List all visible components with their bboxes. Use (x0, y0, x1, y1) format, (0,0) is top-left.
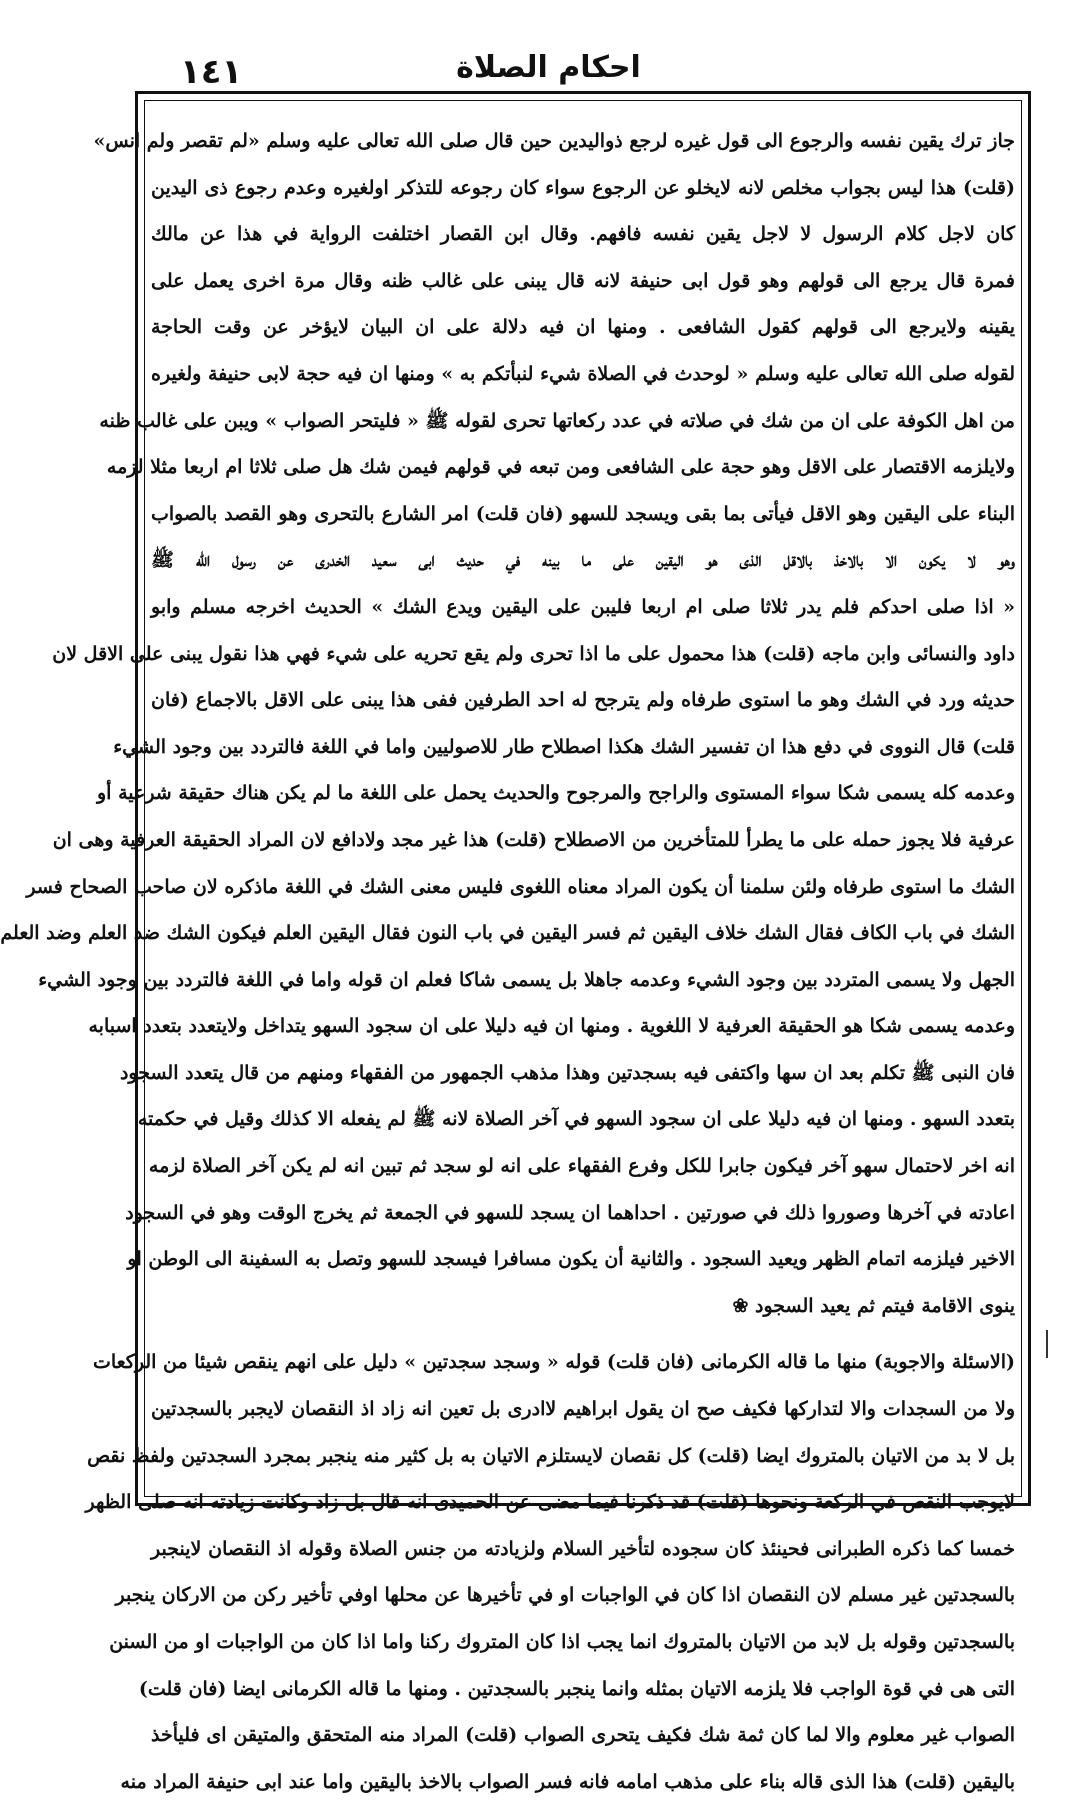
page-number: ١٤١ (180, 52, 243, 92)
text-line: فان النبى ﷺ تكلم بعد ان سها واكتفى فيه بسجدتين وهذا مذهب الجمهور من الفقهاء ومنهم من قال يتعدد السجود (119, 1061, 1015, 1084)
text-line: انه اخر لاحتمال سهو آخر فيكون جابرا للكل وفرع الفقهاء على انه لو سجد ثم تبين انه لم يكن آخر الصلاة لزمه (148, 1155, 1015, 1178)
text-line: الاخير فيلزمه اتمام الظهر ويعيد السجود . والثانية أن يكون مسافرا فيسجد للسهو وتصل به السفينة الى الوطن او (127, 1248, 1015, 1271)
text-line: ولا من السجدات والا لتداركها فكيف صح ان يقول ابراهيم لاادرى بل تعين انه زاد اذ النقصان لايجبر بالسجدتين (151, 1398, 1015, 1421)
text-line: وهو لا يكون الا بالاخذ بالاقل الذى هو اليقين على ما بينه في حديث ابى سعيد الخدرى عن رسول الله ﷺ (151, 549, 1015, 572)
paragraph-gap (151, 1329, 1015, 1339)
text-line: وعدمه يسمى شكا هو الحقيقة العرفية لا اللغوية . ومنها ان فيه دليلا على ان سجود السهو يتداخل ولايتعدد بتعدد اسبابه (88, 1015, 1015, 1038)
text-line: وعدمه كله يسمى شكا سواء المستوى والراجح والمرجوح والحديث يحمل على اللغة ما لم يكن هناك حقيقة شرعية أو (97, 782, 1015, 805)
text-line: الصواب غير معلوم والا لما كان ثمة شك فكيف يتحرى الصواب (قلت) المراد منه المتحقق والمتيقن اى فليأخذ (151, 1724, 1016, 1747)
text-line: يقينه ولايرجع الى قولهم كقول الشافعى . ومنها ان فيه دلالة على ان البيان لايؤخر عن وقت الحاجة (151, 316, 1015, 339)
text-line: ولايلزمه الاقتصار على الاقل وهو حجة على الشافعى ومن تبعه في قولهم فيمن شك هل صلى ثلاثا ام اربعا مثلا لزمه (106, 456, 1015, 479)
text-line: داود والنسائى وابن ماجه (قلت) هذا محمول على ما اذا تحرى ولم يقع تحريه على شيء فهي هذا نقول يبنى على الاقل لان (52, 642, 1015, 665)
text-line: الجهل ولا يسمى المتردد بين وجود الشيء وعدمه جاهلا بل يسمى شاكا فعلم ان قوله واما في اللغة فالتردد بين وجود الشيء (38, 968, 1015, 991)
text-line: الشك ما استوى طرفاه ولئن سلمنا أن يكون المراد معناه اللغوى فليس معنى الشك في اللغة ماذكره لان صاحب الصحاح فسر (26, 875, 1015, 898)
text-line: بل لا بد من الاتيان بالمتروك ايضا (قلت) كل نقصان لايستلزم الاتيان به بل كثير منه ينجبر بمجرد السجدتين ولفظ نقص (87, 1444, 1015, 1467)
text-line: فمرة قال يرجع الى قولهم وهو قول ابى حنيفة لانه قال يبنى على غالب ظنه وقال مرة اخرى يعمل على (151, 269, 1015, 292)
text-line: باليقين (قلت) هذا الذى قاله بناء على مذهب امامه فانه فسر الصواب بالاخذ باليقين واما عند ابى حنيفة المراد منه (120, 1770, 1015, 1793)
text-line: بتعدد السهو . ومنها ان فيه دليلا على ان سجود السهو في آخر الصلاة لانه ﷺ لم يفعله الا كذلك وقيل في حكمته (137, 1108, 1015, 1131)
text-line: حديثه ورد في الشك وهو ما استوى طرفاه ولم يترجح له احد الطرفين ففى هذا يبنى على الاقل بالاجماع (فان (151, 689, 1015, 712)
text-line: (الاسئلة والاجوبة) منها ما قاله الكرمانى (فان قلت) قوله « وسجد سجدتين » دليل على انهم ينقص شيئا من الركعات (92, 1351, 1015, 1374)
text-line: خمسا كما ذكره الطبرانى فحينئذ كان سجوده لتأخير السلام ولزيادته من جنس الصلاة وقوله اذ النقصان لاينجبر (151, 1537, 1015, 1560)
text-line: الشك في باب الكاف فقال الشك خلاف اليقين ثم فسر اليقين في باب النون فقال اليقين العلم فيكون الشك ضد العلم وضد العلم (0, 922, 1015, 945)
text-line: « اذا صلى احدكم فلم يدر ثلاثا صلى ام اربعا فليبن على اليقين ويدع الشك » الحديث اخرجه مسلم وابو (151, 595, 1015, 618)
text-line: اعادته في آخرها وصوروا ذلك في صورتين . احداهما ان يسجد للسهو في الجمعة ثم يخرج الوقت وهو في السجود (125, 1201, 1015, 1224)
text-line: ينوى الاقامة فيتم ثم يعيد السجود ❀ (732, 1294, 1015, 1317)
body-text (0, 118, 1016, 1805)
text-line: من اهل الكوفة على ان من شك في صلاته في عدد ركعاتها تحرى لقوله ﷺ « فليتحر الصواب » ويبن على غالب ظنه (99, 409, 1015, 432)
text-line: عرفية فلا يجوز حمله على ما يطرأ للمتأخرين من الاصطلاح (قلت) هذا غير مجد ولادافع لان المراد الحقيقة العرفية وهى ان (52, 828, 1015, 851)
text-line: لقوله صلى الله تعالى عليه وسلم « لوحدث في الصلاة شيء لنبأتكم به » ومنها ان فيه حجة لابى حنيفة ولغيره (151, 362, 1016, 385)
text-line: (قلت) هذا ليس بجواب مخلص لانه لايخلو عن الرجوع سواء كان رجوعه للتذكر اولغيره وعدم رجوع ذى اليدين (151, 176, 1015, 199)
text-line: البناء على اليقين وهو الاقل فيأتى بما بقى ويسجد للسهو (فان قلت) امر الشارع بالتحرى وهو القصد بالصواب (151, 502, 1015, 525)
text-line: بالسجدتين غير مسلم لان النقصان اذا كان في الواجبات او في تأخيرها عن محلها اوفي تأخير ركن من الاركان ينجبر (115, 1584, 1015, 1607)
text-line: بالسجدتين وقوله بل لابد من الاتيان بالمتروك انما يجب اذا كان المتروك ركنا واما اذا كان من الواجبات او من السنن (109, 1631, 1015, 1653)
margin-mark (1046, 1330, 1048, 1358)
running-title: احكام الصلاة (456, 50, 641, 85)
text-line: التى هى في قوة الواجب فلا يلزمه الاتيان بمثله وانما ينجبر بالسجدتين . ومنها ما قاله الكرمانى ايضا (فان قلت) (138, 1677, 1015, 1700)
text-line: كان لاجل كلام الرسول لا لاجل يقين نفسه فافهم. وقال ابن القصار اختلفت الرواية في هذا عن مالك (151, 223, 1015, 246)
text-line: جاز ترك يقين نفسه والرجوع الى قول غيره لرجع ذواليدين حين قال صلى الله تعالى عليه وسلم «لم تقصر ولم انس» (93, 130, 1015, 152)
text-line: لايوجب النقص في الركعة ونحوها (قلت) قد ذكرنا فيما مضى عن الحميدى انه قال بل زاد وكانت زيادته انه صلى الظهر (85, 1491, 1015, 1514)
text-line: قلت) قال النووى في دفع هذا ان تفسير الشك هكذا اصطلاح طار للاصوليين واما في اللغة فالتردد بين وجود الشيء (113, 735, 1015, 758)
